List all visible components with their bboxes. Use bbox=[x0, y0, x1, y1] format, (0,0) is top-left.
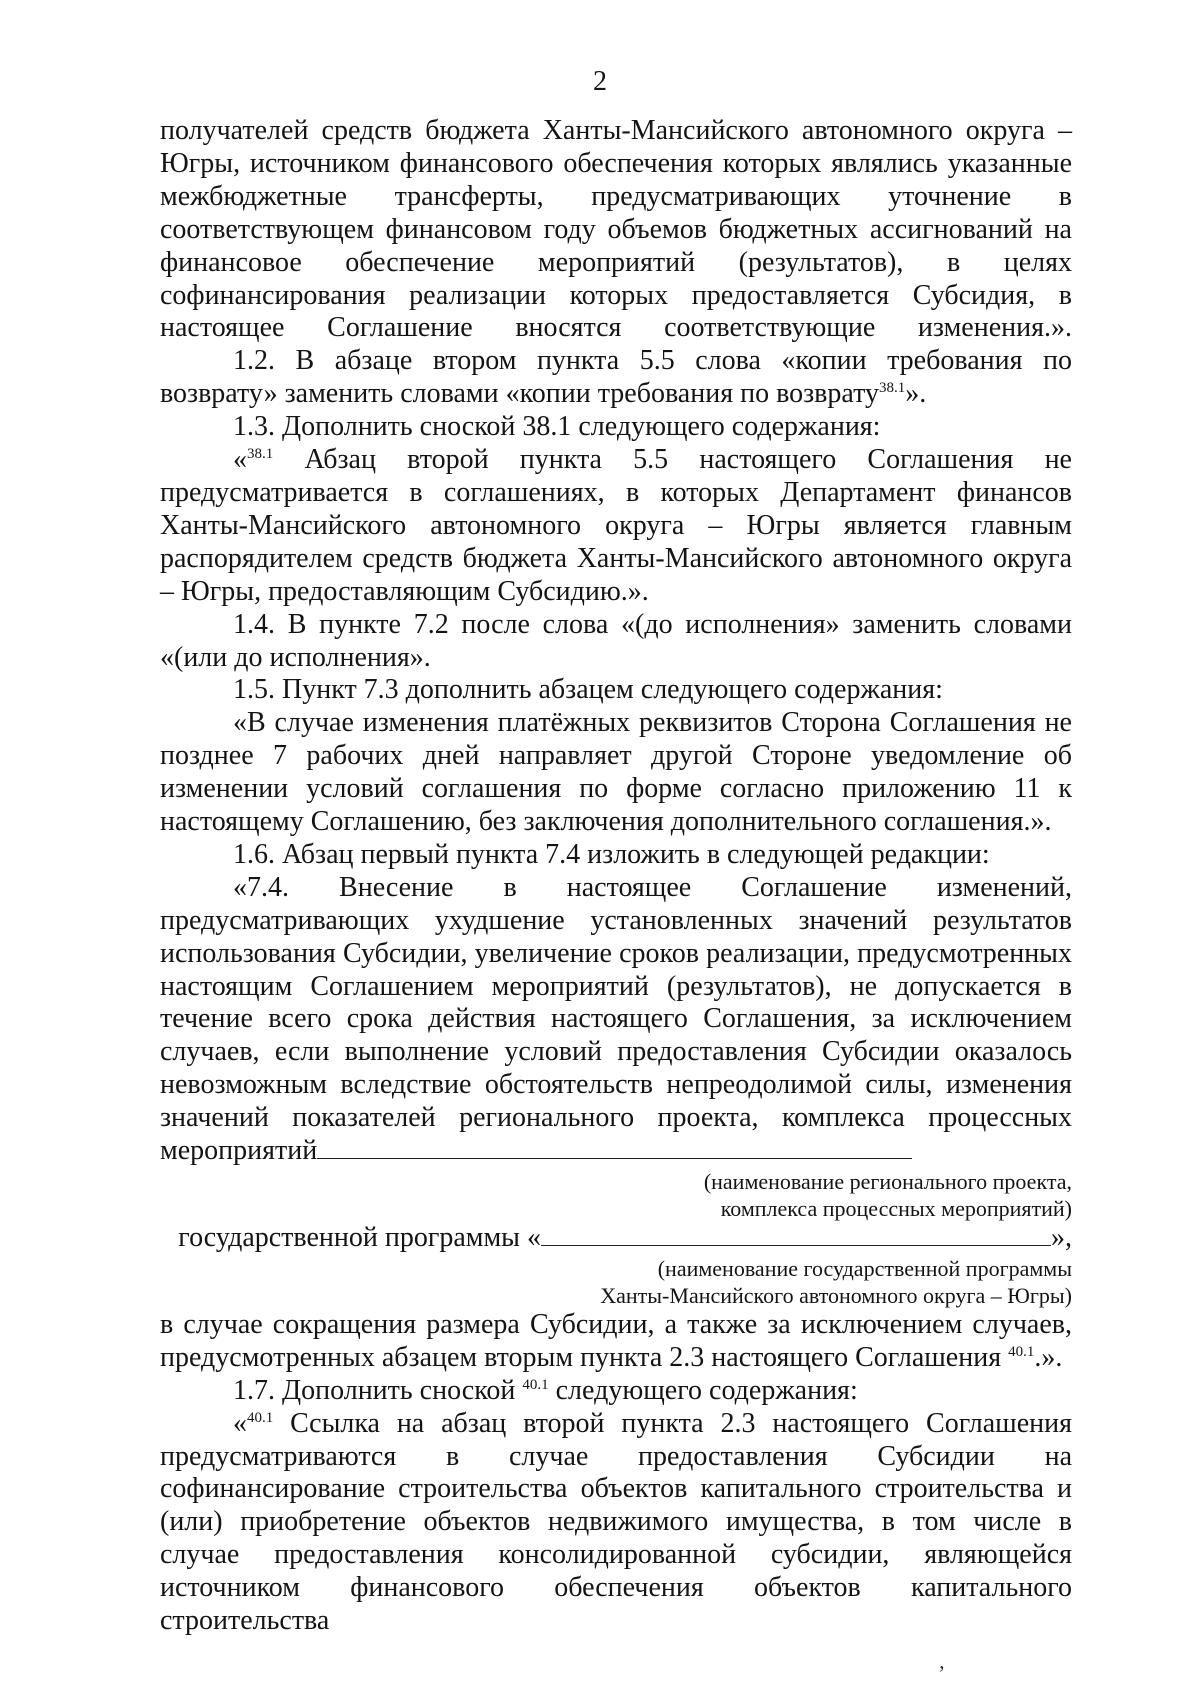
footnote-mark-40-1: 40.1 bbox=[247, 1409, 274, 1426]
caption-program-line2: Ханты-Мансийского автономного округа – Югры) bbox=[600, 1282, 1072, 1308]
paragraph-1-7 bbox=[160, 1375, 1072, 1408]
footnote-ref-40-1-inline: 40.1 bbox=[522, 1376, 549, 1393]
paragraph-7-3-addition: «В случае изменения платёжных реквизитов Сторона Соглашения не позднее 7 рабочих дней направляет другой Стороне уведомление об изменении условий соглашения по форме согласно приложению 11 к настоящему Соглашению, без заключения дополнительного соглашения.». bbox=[160, 707, 1072, 838]
blank-field-project bbox=[317, 1136, 912, 1159]
caption-project-line1: (наименование регионального проекта, bbox=[703, 1169, 1072, 1194]
state-program-close: », bbox=[1051, 1222, 1072, 1253]
state-program-line bbox=[160, 1222, 1072, 1255]
paragraph-1-7-text: 1.7. Дополнить сноской bbox=[233, 1374, 523, 1406]
footnote-40-1-text bbox=[160, 1408, 1072, 1638]
paragraph-1-6: 1.6. Абзац первый пункта 7.4 изложить в следующей редакции: bbox=[233, 838, 990, 870]
blank-field-program bbox=[541, 1223, 1051, 1246]
paragraph-reduction-text: в случае сокращения размера Субсидии, а также за исключением случаев, предусмотренных абзацем вторым пункта 2.3 настоящего Соглашения bbox=[160, 1308, 1072, 1373]
paragraph-1-5: 1.5. Пункт 7.3 дополнить абзацем следующего содержания: bbox=[233, 674, 943, 706]
caption-program-line1: (наименование государственной программы bbox=[657, 1255, 1072, 1281]
quote-open: « bbox=[233, 444, 247, 476]
caption-project-line2: комплекса процессных мероприятий) bbox=[720, 1196, 1072, 1221]
state-program-label: государственной программы « bbox=[178, 1222, 541, 1253]
paragraph-7-4-text: «7.4. Внесение в настоящее Соглашение изменений, предусматривающих ухудшение установленных значений результатов использования Субсидии, увеличение сроков реализации, предусмотренных настоящим Соглашением мероприятий (результатов), не допускается в течение всего срока действия настоящего Соглашения, за исключением случаев, если выполнение условий предоставления Субсидии оказалось невозможным вследствие обстоятельств непреодолимой силы, изменения значений показателей регионального проекта, комплекса процессных мероприятий bbox=[160, 871, 1072, 1167]
paragraph-7-4 bbox=[160, 872, 1072, 1168]
footnote-40-1-body: Ссылка на абзац второй пункта 2.3 настоящего Соглашения предусматриваются в случае предоставления Субсидии на софинансирование строительства объектов капитального строительства и (или) приобретение объектов недвижимого имущества, в том числе в случае предоставления консолидированной субсидии, являющейся источником финансового обеспечения объектов капитального строительства bbox=[160, 1407, 1072, 1637]
footnote-mark-38-1: 38.1 bbox=[247, 446, 274, 463]
footnote-38-1-text bbox=[160, 444, 1072, 609]
footnote-ref-40-1: 40.1 bbox=[1008, 1343, 1035, 1360]
caption-program bbox=[160, 1255, 1072, 1309]
paragraph-1-4: 1.4. В пункте 7.2 после слова «(до исполнения» заменить словами «(или до исполнения». bbox=[160, 608, 1072, 673]
scan-mark: ʼ bbox=[938, 1661, 946, 1686]
quote-open-2: « bbox=[233, 1407, 247, 1439]
paragraph-1-2 bbox=[160, 345, 1072, 411]
paragraph-1-2-end: ». bbox=[905, 378, 927, 410]
document-body bbox=[160, 115, 1072, 1638]
paragraph-reduction-end: .». bbox=[1034, 1341, 1063, 1373]
footnote-38-1-body: Абзац второй пункта 5.5 настоящего Соглашения не предусматривается в соглашениях, в которых Департамент финансов Ханты-Мансийского автономного округа – Югры является главным распорядителем средств бюджета Ханты-Мансийского автономного округа – Югры, предоставляющим Субсидию.». bbox=[160, 444, 1072, 607]
paragraph-1-7-end: следующего содержания: bbox=[548, 1374, 858, 1406]
paragraph-continuation: получателей средств бюджета Ханты-Мансийского автономного округа – Югры, источником финансового обеспечения которых являлись указанные межбюджетные трансферты, предусматривающих уточнение в соответствующем финансовом году объемов бюджетных ассигнований на финансовое обеспечение мероприятий (результатов), в целях софинансирования реализации которых предоставляется Субсидия, в настоящее Соглашение вносятся соответствующие изменения.». bbox=[160, 115, 1072, 344]
caption-project bbox=[160, 1168, 1072, 1222]
paragraph-1-2-text: 1.2. В абзаце втором пункта 5.5 слова «копии требования по возврату» заменить словами «копии требования по возврату bbox=[160, 345, 1072, 410]
paragraph-1-3: 1.3. Дополнить сноской 38.1 следующего содержания: bbox=[233, 411, 881, 443]
paragraph-reduction bbox=[160, 1309, 1072, 1375]
footnote-ref-38-1: 38.1 bbox=[878, 380, 906, 397]
page-number: 2 bbox=[593, 66, 607, 97]
